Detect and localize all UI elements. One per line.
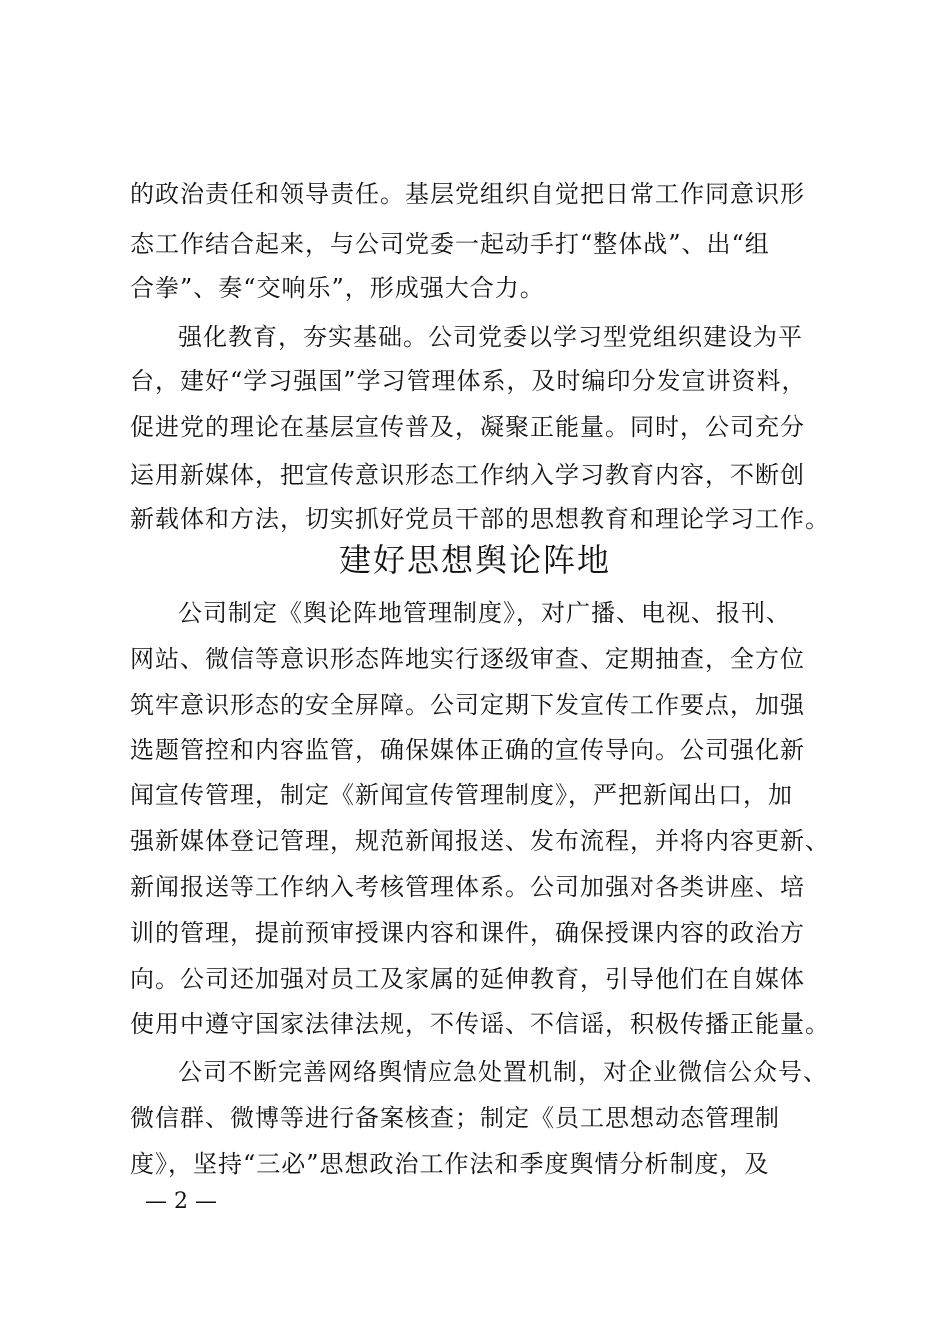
body-text-line: 网站、微信等意识形态阵地实行逐级审查、定期抽查，全方位 — [130, 645, 805, 673]
body-text-line: 闻宣传管理，制定《新闻宣传管理制度》，严把新闻出口，加 — [130, 781, 793, 809]
body-text-line: 筑牢意识形态的安全屏障。公司定期下发宣传工作要点，加强 — [130, 691, 805, 719]
page-number: — 2 — — [145, 1189, 217, 1214]
body-text-line: 强化教育，夯实基础。公司党委以学习型党组织建设为平 — [178, 323, 803, 351]
body-text-line: 合拳”、奏“交响乐”，形成强大合力。 — [130, 274, 545, 302]
body-text-line: 促进党的理论在基层宣传普及，凝聚正能量。同时，公司充分 — [130, 413, 805, 441]
body-text-line: 新载体和方法，切实抓好党员干部的思想教育和理论学习工作。 — [130, 505, 830, 533]
body-text-line: 向。公司还加强对员工及家属的延伸教育，引导他们在自媒体 — [130, 965, 805, 993]
body-text-line: 的政治责任和领导责任。基层党组织自觉把日常工作同意识形 — [130, 180, 805, 208]
body-text-line: 使用中遵守国家法律法规，不传谣、不信谣，积极传播正能量。 — [130, 1010, 830, 1038]
body-text-line: 训的管理，提前预审授课内容和课件，确保授课内容的政治方 — [130, 919, 805, 947]
body-text-line: 微信群、微博等进行备案核查；制定《员工思想动态管理制 — [130, 1104, 780, 1132]
body-text-line: 新闻报送等工作纳入考核管理体系。公司加强对各类讲座、培 — [130, 873, 805, 901]
body-text-line: 台，建好“学习强国”学习管理体系，及时编印分发宣讲资料， — [130, 367, 807, 395]
body-text-line: 公司制定《舆论阵地管理制度》，对广播、电视、报刊、 — [178, 599, 791, 627]
section-heading: 建好思想舆论阵地 — [338, 541, 611, 579]
body-text-line: 公司不断完善网络舆情应急处置机制，对企业微信公众号、 — [178, 1058, 828, 1086]
body-text-line: 度》，坚持“三必”思想政治工作法和季度舆情分析制度，及 — [130, 1150, 770, 1178]
body-text-line: 选题管控和内容监管，确保媒体正确的宣传导向。公司强化新 — [130, 736, 805, 764]
body-text-line: 强新媒体登记管理，规范新闻报送、发布流程，并将内容更新、 — [130, 827, 830, 855]
body-text-line: 态工作结合起来，与公司党委一起动手打“整体战”、出“组 — [130, 230, 770, 258]
body-text-line: 运用新媒体，把宣传意识形态工作纳入学习教育内容，不断创 — [130, 461, 805, 489]
